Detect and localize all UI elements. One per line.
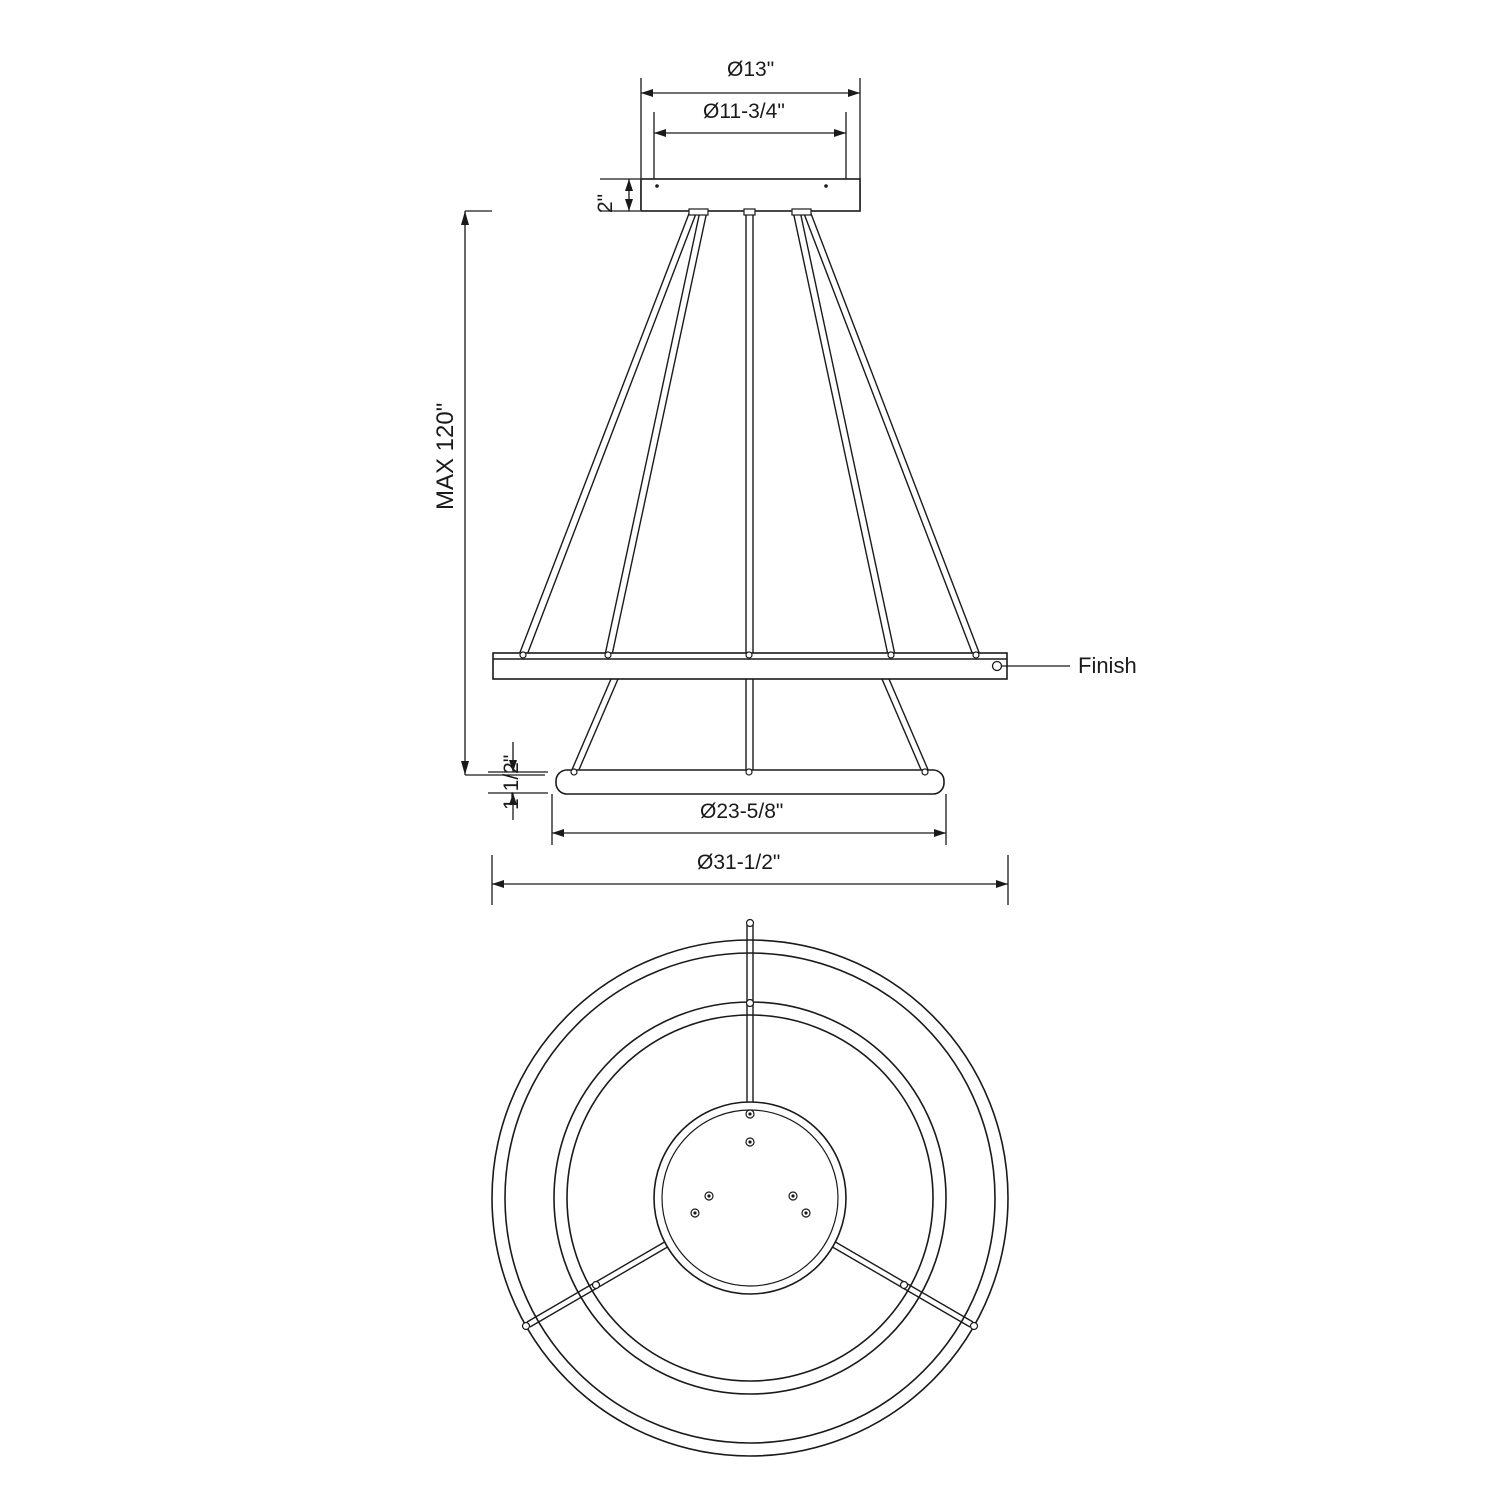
dim-label-lower-ring-thickness: 1-1/2" [500, 754, 523, 810]
dim-max-drop [461, 211, 545, 775]
lower-ring-elevation [556, 769, 944, 794]
suspension-cables-lower [571, 679, 929, 772]
suspension-cables-upper [519, 211, 980, 655]
cable-anchors-canopy [689, 209, 811, 215]
dim-label-canopy-outer: Ø13" [727, 58, 775, 81]
dim-label-canopy-inner: Ø11-3/4" [703, 100, 785, 123]
callout-finish: Finish [1078, 653, 1137, 678]
upper-ring-elevation [493, 652, 1007, 679]
canopy [641, 179, 860, 211]
plan-view [492, 920, 1008, 1457]
dim-label-canopy-height: 2" [594, 193, 617, 213]
dim-label-max-drop: MAX 120" [432, 402, 459, 510]
dim-label-middle-ring: Ø23-5/8" [700, 800, 784, 823]
dim-label-outer-ring: Ø31-1/2" [697, 851, 781, 874]
